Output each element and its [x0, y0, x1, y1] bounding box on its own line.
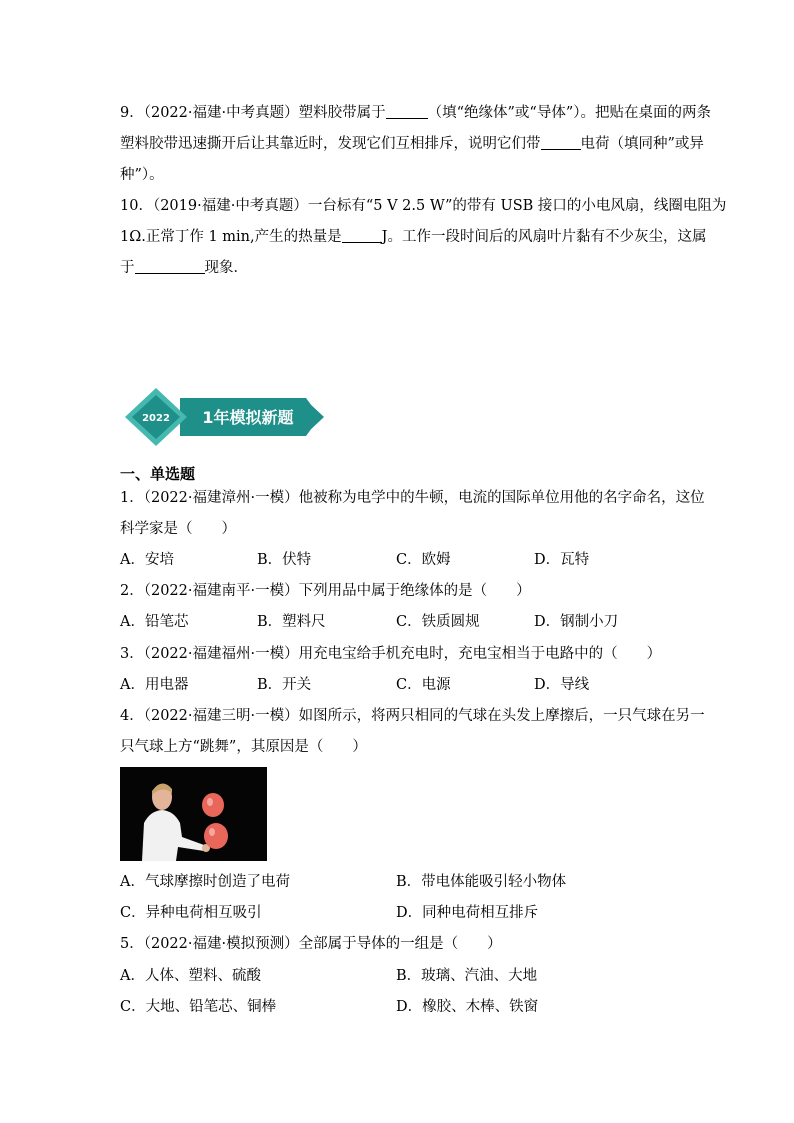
banner-year: 2022 [142, 413, 170, 424]
q1-option-b[interactable]: B．伏特 [257, 552, 312, 568]
answer-blank[interactable] [541, 135, 581, 150]
q2-option-d[interactable]: D．钢制小刀 [534, 614, 619, 630]
balloon-illustration [120, 767, 267, 861]
q9-text: 塑料胶带迅速撕开后让其靠近时，发现它们互相排斥，说明它们带 [120, 136, 541, 152]
q4-option-d[interactable]: D．同种电荷相互排斥 [396, 905, 539, 921]
q1-line-2: 科学家是（ ） [120, 521, 236, 537]
answer-blank[interactable] [135, 259, 205, 274]
q4-option-c[interactable]: C．异种电荷相互吸引 [120, 905, 262, 921]
q3-option-c[interactable]: C．电源 [396, 677, 451, 693]
q3-line-1: 3．（2022·福建福州·一模）用充电宝给手机充电时，充电宝相当于电路中的（ ） [120, 646, 662, 662]
q10-text: J。工作一段时间后的风扇叶片黏有不少灰尘，这属 [381, 229, 707, 245]
q5-option-c[interactable]: C．大地、铅笔芯、铜棒 [120, 999, 277, 1015]
answer-blank[interactable] [342, 228, 382, 243]
q3-option-b[interactable]: B．开关 [257, 677, 312, 693]
q9-line-2 [120, 134, 704, 154]
q2-option-b[interactable]: B．塑料尺 [257, 614, 326, 630]
balloon-top-highlight [207, 798, 213, 806]
q5-option-d[interactable]: D．橡胶、木棒、铁窗 [396, 999, 539, 1015]
q1-option-d[interactable]: D．瓦特 [534, 552, 590, 568]
q2-option-c[interactable]: C．铁质圆规 [396, 614, 480, 630]
q4-line-2: 只气球上方“跳舞”，其原因是（ ） [120, 739, 367, 755]
balloon-bottom [204, 823, 228, 849]
banner-arrow [308, 402, 324, 432]
balloon-photo [120, 767, 267, 861]
q3-option-a[interactable]: A．用电器 [120, 677, 189, 693]
q9-line-3: 种”）。 [120, 167, 164, 183]
section-title: 一、单选题 [120, 465, 196, 483]
section-banner [120, 387, 326, 447]
balloon-bottom-highlight [209, 828, 215, 836]
q2-line-1: 2．（2022·福建南平·一模）下列用品中属于绝缘体的是（ ） [120, 583, 531, 599]
q9-text: （填“绝缘体”或“导体”）。把贴在桌面的两条 [427, 105, 711, 121]
q9-text: 电荷（填同种”或异 [580, 136, 704, 152]
q2-option-a[interactable]: A．铅笔芯 [120, 614, 189, 630]
q4-option-b[interactable]: B．带电体能吸引轻小物体 [396, 874, 567, 890]
q5-option-a[interactable]: A．人体、塑料、硫酸 [120, 968, 261, 984]
q5-line-1: 5．（2022·福建·模拟预测）全部属于导体的一组是（ ） [120, 936, 502, 952]
answer-blank[interactable] [386, 104, 428, 119]
q10-line-3 [120, 258, 248, 278]
q10-line-2 [120, 227, 706, 247]
q1-option-c[interactable]: C．欧姆 [396, 552, 451, 568]
q1-line-1: 1．（2022·福建漳州·一模）他被称为电学中的牛顿，电流的国际单位用他的名字命名，这位 [120, 490, 705, 506]
balloon-top [202, 793, 224, 817]
q10-text: 现象． [204, 260, 248, 276]
q4-line-1: 4．（2022·福建三明·一模）如图所示，将两只相同的气球在头发上摩擦后，一只气球在另一 [120, 708, 705, 724]
q1-option-a[interactable]: A．安培 [120, 552, 174, 568]
q10-line-1: 10．（2019·福建·中考真题）一台标有“5 V 2.5 W”的带有 USB 接口的小电风扇，线圈电阻为 [120, 198, 727, 214]
banner-title: 1年模拟新题 [202, 408, 294, 427]
q10-text: 1Ω.正常丁作 1 min,产生的热量是 [120, 229, 342, 245]
q9-text: 9．（2022·福建·中考真题）塑料胶带属于 [120, 105, 386, 121]
q5-option-b[interactable]: B．玻璃、汽油、大地 [396, 968, 538, 984]
q3-option-d[interactable]: D．导线 [534, 677, 590, 693]
q4-option-a[interactable]: A．气球摩擦时创造了电荷 [120, 874, 290, 890]
q9-line-1 [120, 103, 711, 123]
q10-text: 于 [120, 260, 135, 276]
